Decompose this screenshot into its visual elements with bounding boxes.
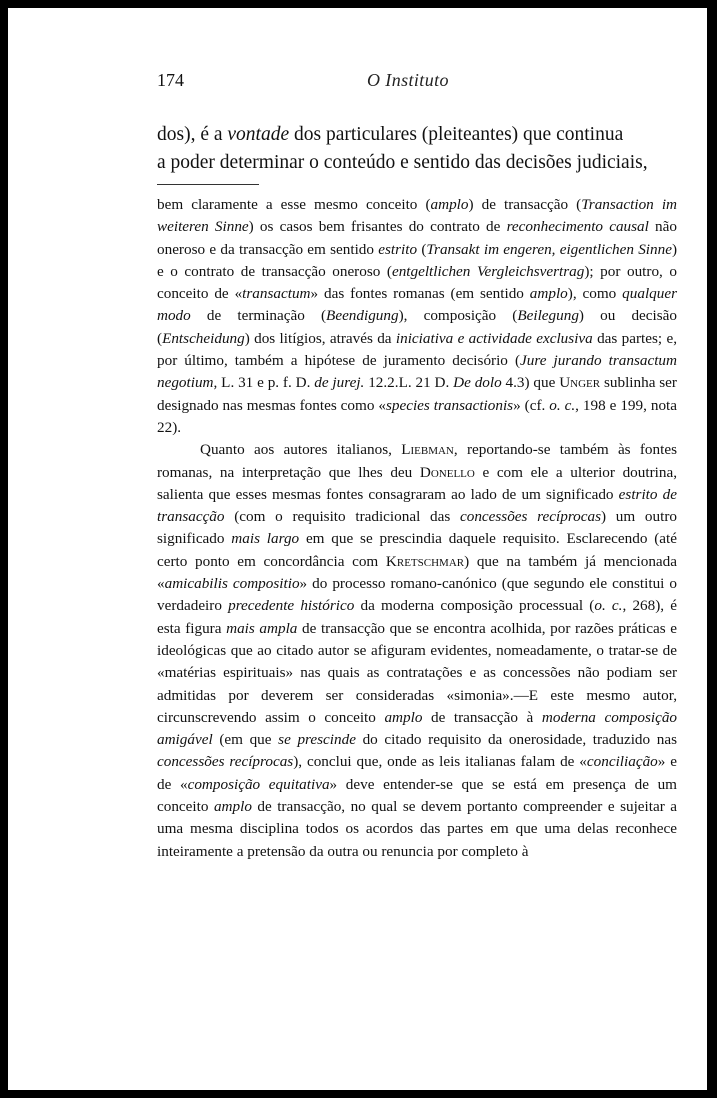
footnote-paragraph: bem claramente a esse mesmo conceito (amplo) de transacção (Transaction im weiteren Sinne) os casos bem frisantes do contrato de reconhecimento causal não oneroso e da transacção em sentido estrito (Transakt im engeren, eigentlichen Sinne) e o contrato de transacção oneroso (entgeltlichen Vergleichsvertrag); por outro, o conceito de «transactum» das fontes romanas (em sentido amplo), como qualquer modo de terminação (Beendigung), composição (Beilegung) ou decisão (Entscheidung) dos litígios, através da iniciativa e actividade exclusiva das partes; e, por último, também a hipótese de juramento decisório (Jure jurando transactum negotium, L. 31 e p. f. D. de jurej. 12.2.L. 21 D. De dolo 4.3) que Unger sublinha ser designado nas mesmas fontes como «species transactionis» (cf. o. c., 198 e 199, nota 22). — [157, 196, 678, 436]
footnotes — [157, 194, 677, 863]
page-number: 174 — [157, 70, 184, 90]
page-header — [157, 70, 677, 98]
footnote-separator — [157, 184, 259, 185]
main-text-line: dos), é a vontade dos particulares (pleiteantes) que continua — [157, 124, 624, 145]
footnote-paragraph: Quanto aos autores italianos, Liebman, reportando-se também às fontes romanas, na interpretação que lhes deu Donello e com ele a ulterior doutrina, salienta que esses mesmas fontes consagraram ao lado de um significado estrito de transacção (com o requisito tradicional das concessões recíprocas) um outro significado mais largo em que se prescindia daquele requisito. Esclarecendo (até certo ponto em concordância com Kretschmar) que na também já mencionada «amicabilis compositio» do processo romano-canónico (que segundo ele constitui o verdadeiro precedente histórico da moderna composição processual (o. c., 268), é esta figura mais ampla de transacção que se encontra acolhida, por razões práticas e ideológicas que ao citado autor se afiguram evidentes, nomeadamente, o tratar-se de «matérias espirituais» nas quais as contratações e as concessões não podiam ser admitidas por deverem ser consideradas «simonia».—E este mesmo autor, circunscrevendo assim o conceito amplo de transacção à moderna composição amigável (em que se prescinde do citado requisito da onerosidade, traduzido nas concessões recíprocas), conclui que, onde as leis italianas falam de «conciliação» e de «composição equitativa» deve entender-se que se está em presença de um conceito amplo de transacção, no qual se devem portanto compreender e sujeitar a uma mesma disciplina todos os acordos das partes em que uma delas reconhece inteiramente a pretensão da outra ou renuncia por completo à — [157, 441, 678, 860]
running-title: O Instituto — [367, 70, 449, 90]
main-text — [157, 121, 677, 176]
main-text-line: a poder determinar o conteúdo e sentido das decisões judiciais, — [157, 151, 648, 173]
book-page — [8, 8, 707, 1090]
